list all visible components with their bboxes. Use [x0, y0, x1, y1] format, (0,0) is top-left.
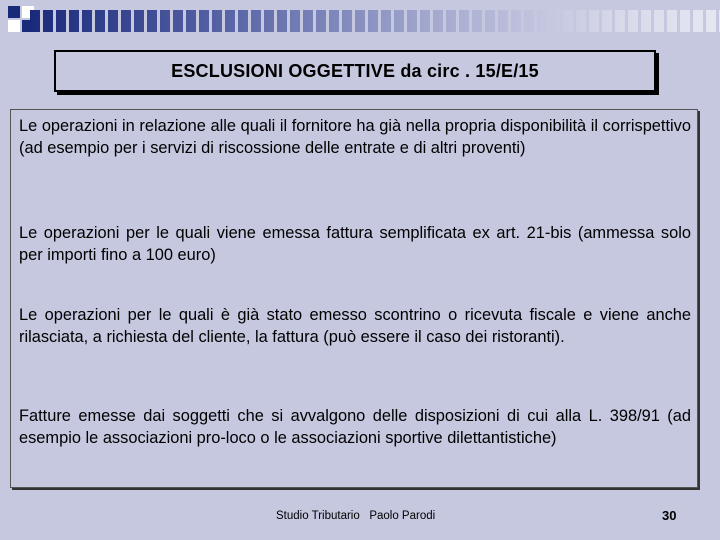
paragraph-2: Le operazioni per le quali viene emessa fattura semplificata ex art. 21-bis (ammessa solo per importi fino a 100 euro): [19, 224, 691, 264]
slide-title-box: [54, 50, 656, 92]
paragraph-4: Fatture emesse dai soggetti che si avvalgono delle disposizioni di cui alla L. 398/91 (ad esempio le associazioni pro-loco o le associazioni sportive dilettantistiche): [19, 407, 691, 447]
decorative-square: [8, 20, 20, 32]
page-number: 30: [662, 508, 677, 523]
paragraph-3: Le operazioni per le quali è già stato emesso scontrino o ricevuta fiscale e viene anche rilasciata, a richiesta del cliente, la fattura (può essere il caso dei ristoranti).: [19, 306, 691, 346]
slide-title: ESCLUSIONI OGGETTIVE da circ . 15/E/15: [171, 60, 539, 81]
paragraph-1: Le operazioni in relazione alle quali il fornitore ha già nella propria disponibilità il corrispettivo (ad esempio per i servizi di riscossione delle entrate e di altri proventi): [19, 117, 691, 157]
decorative-square: [8, 6, 20, 18]
footer-author: Studio Tributario Paolo Parodi: [276, 510, 436, 522]
decorative-header-bar: [0, 0, 720, 40]
decorative-gradient-strip: [30, 10, 720, 32]
content-box: [10, 109, 698, 488]
